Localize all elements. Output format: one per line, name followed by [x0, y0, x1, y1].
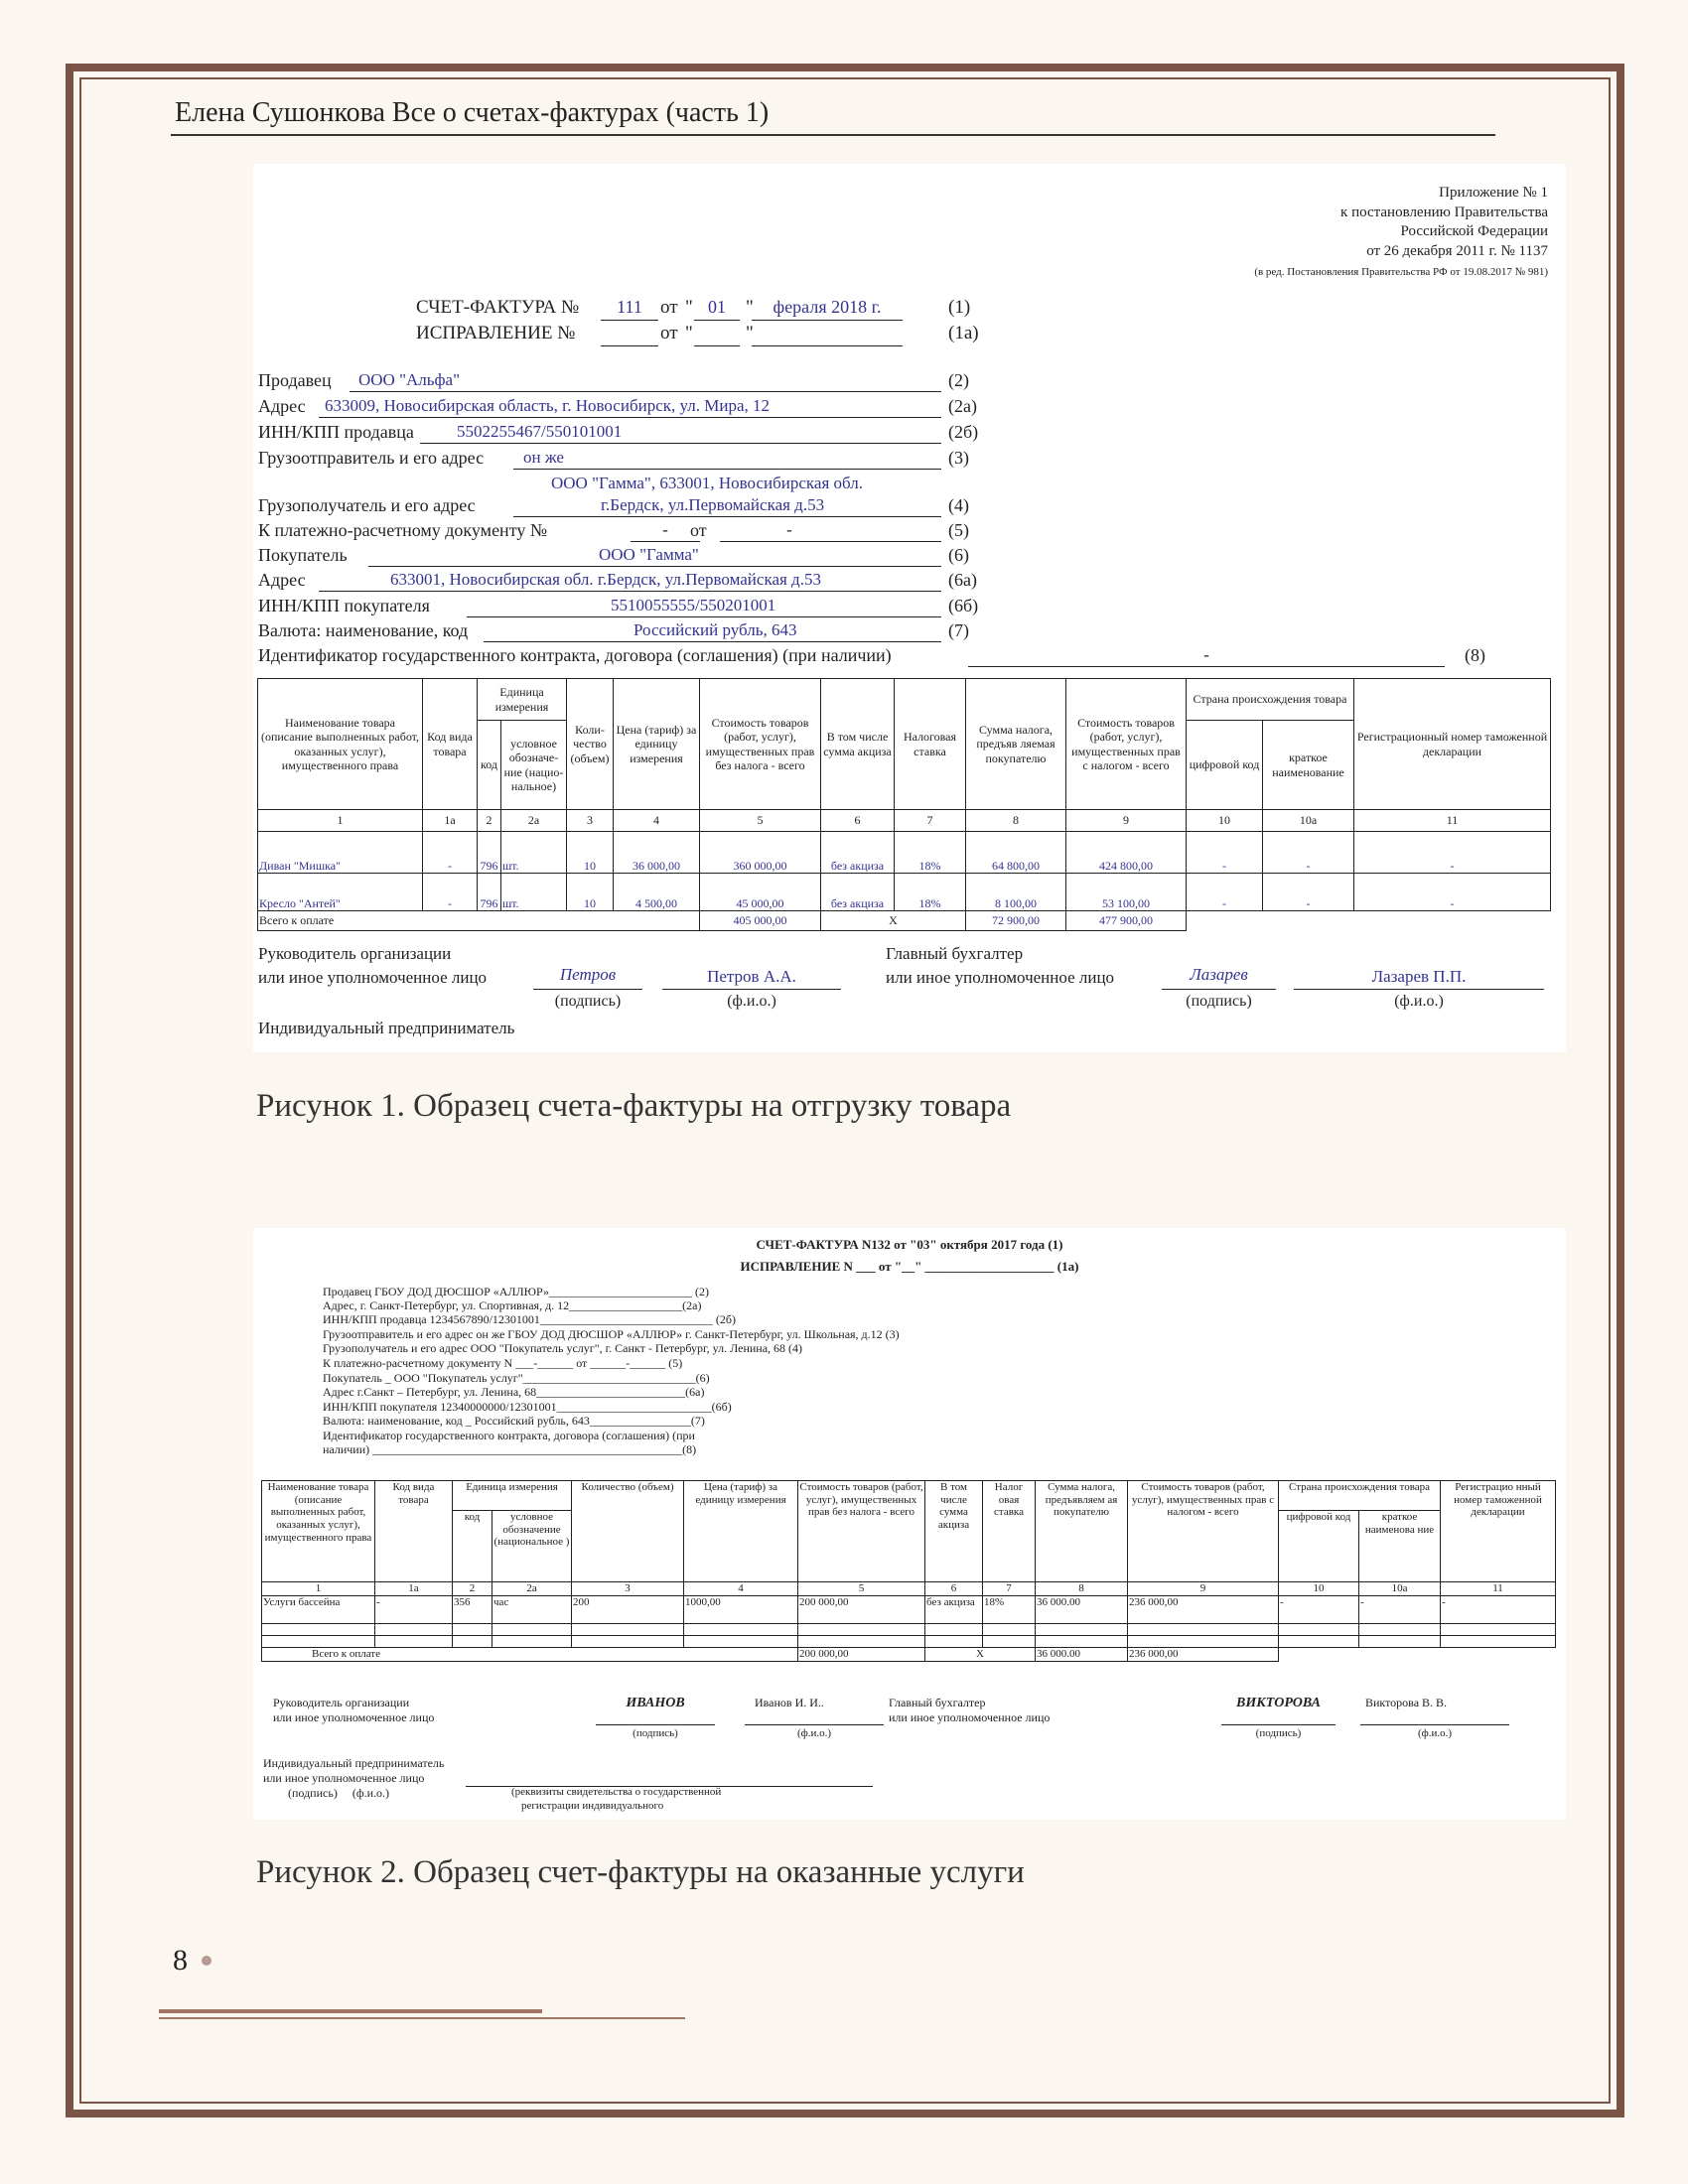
- quote-open: ": [685, 297, 693, 318]
- footer-rule-thin: [159, 2017, 685, 2019]
- seller-address-label: Адрес: [258, 396, 306, 416]
- correction-quote-close: ": [746, 323, 754, 343]
- fig2-accountant-label-1: Главный бухгалтер: [889, 1696, 986, 1709]
- col-num: 1: [262, 1582, 375, 1596]
- col-num: 6: [821, 810, 895, 832]
- cell: -: [375, 1596, 453, 1624]
- appendix-line-3: Российской Федерации: [1400, 223, 1548, 239]
- fig2-ip-label-2: или иное уполномоченное лицо: [263, 1771, 425, 1785]
- invoice-number: 111: [617, 297, 642, 317]
- col-num: 8: [1036, 1582, 1128, 1596]
- consignee-label: Грузополучатель и его адрес: [258, 495, 476, 515]
- consignee-value-1: ООО "Гамма", 633001, Новосибирская обл.: [551, 474, 863, 492]
- buyer-inn-value: 5510055555/550201001: [611, 596, 776, 614]
- fig2-seller: Продавец ГБОУ ДОД ДЮСШОР «АЛЛЮР»________________________ (2): [323, 1285, 709, 1298]
- payment-doc-number: -: [662, 520, 668, 539]
- ip-label: Индивидуальный предприниматель: [258, 1019, 515, 1037]
- fig2-requisites-2: регистрации индивидуального: [521, 1800, 664, 1812]
- col-num: 7: [895, 810, 966, 832]
- fig2-accountant-label-2: или иное уполномоченное лицо: [889, 1710, 1051, 1724]
- cell: -: [1441, 1596, 1556, 1624]
- th2-unit-name: условное обозначение (национальное ): [492, 1511, 572, 1582]
- head-name-caption: (ф.и.о.): [727, 993, 776, 1010]
- th-country: Страна происхождения товара: [1187, 679, 1354, 721]
- th-price: Цена (тариф) за единицу измерения: [614, 679, 700, 810]
- col-num: 11: [1441, 1582, 1556, 1596]
- th2-excise: В том числе сумма акциза: [925, 1481, 983, 1582]
- cell: 796: [478, 874, 501, 911]
- th2-kind: Код вида товара: [375, 1481, 453, 1582]
- services-table: [261, 1480, 1556, 1662]
- invoice-label: СЧЕТ-ФАКТУРА №: [416, 297, 580, 318]
- th-kind: Код вида товара: [423, 679, 478, 810]
- total-cost: 200 000,00: [798, 1648, 925, 1662]
- cell: 10: [567, 874, 614, 911]
- cell: -: [1187, 874, 1263, 911]
- cell: 18%: [895, 832, 966, 874]
- col-num: 10: [1187, 810, 1263, 832]
- cell: -: [1354, 874, 1551, 911]
- running-header: Елена Сушонкова Все о счетах-фактурах (часть 1): [175, 97, 770, 128]
- seller-inn-code: (2б): [948, 422, 979, 442]
- total-sum: 236 000,00: [1128, 1648, 1279, 1662]
- cell: 64 800,00: [966, 832, 1066, 874]
- col-num: 1а: [423, 810, 478, 832]
- cell: 424 800,00: [1066, 832, 1187, 874]
- buyer-inn-code: (6б): [948, 596, 979, 615]
- col-num: 2: [453, 1582, 492, 1596]
- figure-2-caption: Рисунок 2. Образец счет-фактуры на оказанные услуги: [256, 1854, 1025, 1890]
- cell: -: [1263, 832, 1354, 874]
- th2-rate: Налог овая ставка: [983, 1481, 1036, 1582]
- fig2-payment-doc: К платежно-расчетному документу N ___-______ от ______-______ (5): [323, 1356, 683, 1370]
- fig2-buyer-inn: ИНН/КПП покупателя 12340000000/12301001__________________________(6б): [323, 1400, 732, 1414]
- total-tax: 72 900,00: [966, 911, 1066, 931]
- buyer-value: ООО "Гамма": [599, 545, 699, 564]
- buyer-address-code: (6а): [948, 570, 977, 590]
- col-num: 1а: [375, 1582, 453, 1596]
- cell: 360 000,00: [700, 832, 821, 874]
- figure-1-caption: Рисунок 1. Образец счета-фактуры на отгрузку товара: [256, 1088, 1012, 1124]
- contract-id-code: (8): [1465, 645, 1485, 665]
- cell: -: [1263, 874, 1354, 911]
- correction-quote-open: ": [685, 323, 693, 343]
- total-x: X: [821, 911, 966, 931]
- cell: шт.: [501, 832, 567, 874]
- cell: 45 000,00: [700, 874, 821, 911]
- th-name: Наименование товара (описание выполненных работ, оказанных услуг), имущественного права: [258, 679, 423, 810]
- footer-rule-thick: [159, 2009, 542, 2013]
- head-name: Петров А.А.: [707, 967, 796, 986]
- seller-code: (2): [948, 370, 969, 390]
- payment-doc-code: (5): [948, 520, 969, 540]
- fig2-ip-captions: (подпись) (ф.и.о.): [288, 1786, 390, 1800]
- cell: -: [1187, 832, 1263, 874]
- th-qty: Коли-чество (объем): [567, 679, 614, 810]
- fig2-head-signature: ИВАНОВ: [626, 1696, 685, 1710]
- table-row: [262, 1596, 1556, 1624]
- th2-country-code: цифровой код: [1279, 1511, 1359, 1582]
- col-num: 10а: [1263, 810, 1354, 832]
- cell: 18%: [895, 874, 966, 911]
- figure-2-services-invoice: [253, 1228, 1566, 1820]
- col-num: 4: [684, 1582, 798, 1596]
- th2-qty: Количество (объем): [572, 1481, 684, 1582]
- consignee-code: (4): [948, 495, 969, 515]
- cell: 8 100,00: [966, 874, 1066, 911]
- th2-country: Страна происхождения товара: [1279, 1481, 1441, 1511]
- currency-label: Валюта: наименование, код: [258, 620, 469, 640]
- fig2-contract-1: Идентификатор государственного контракта, договора (соглашения) (при: [323, 1429, 695, 1442]
- fig2-head-name-caption: (ф.и.о.): [796, 1727, 832, 1739]
- fig2-buyer-address: Адрес г.Санкт – Петербург, ул. Ленина, 68_________________________(6а): [323, 1385, 705, 1399]
- currency-code: (7): [948, 620, 969, 640]
- accountant-label-1: Главный бухгалтер: [886, 944, 1024, 963]
- fig2-shipper: Грузоотправитель и его адрес он же ГБОУ ДОД ДЮСШОР «АЛЛЮР» г. Санкт-Петербург, ул. Школьная, д.12 (3): [323, 1327, 900, 1341]
- accountant-label-2: или иное уполномоченное лицо: [886, 968, 1115, 987]
- invoice-day: 01: [708, 297, 726, 317]
- shipper-label: Грузоотправитель и его адрес: [258, 448, 485, 468]
- quote-close: ": [746, 297, 754, 318]
- col-num: 3: [567, 810, 614, 832]
- col-num: 2: [478, 810, 501, 832]
- cell: -: [1359, 1596, 1441, 1624]
- total-tax: 36 000.00: [1036, 1648, 1128, 1662]
- col-num: 11: [1354, 810, 1551, 832]
- th-country-name: краткое наименование: [1263, 721, 1354, 810]
- invoice-month-year: фераля 2018 г.: [773, 297, 882, 317]
- seller-inn-value: 5502255467/550101001: [457, 422, 623, 441]
- correction-from: от: [660, 323, 678, 343]
- total-x: X: [925, 1648, 1036, 1662]
- seller-inn-label: ИНН/КПП продавца: [258, 422, 414, 442]
- buyer-address-label: Адрес: [258, 570, 306, 590]
- cell-name: Услуги бассейна: [262, 1596, 375, 1624]
- payment-doc-date: -: [786, 520, 792, 539]
- col-num: 10а: [1359, 1582, 1441, 1596]
- appendix-line-4: от 26 декабря 2011 г. № 1137: [1366, 243, 1548, 259]
- buyer-code: (6): [948, 545, 969, 565]
- accountant-signature: Лазарев: [1190, 965, 1248, 984]
- cell: -: [1354, 832, 1551, 874]
- th2-unit: Единица измерения: [453, 1481, 572, 1511]
- th2-declaration: Регистрацио нный номер таможенной декларации: [1441, 1481, 1556, 1582]
- col-num: 3: [572, 1582, 684, 1596]
- cell: -: [423, 874, 478, 911]
- th-rate: Налоговая ставка: [895, 679, 966, 810]
- total-sum: 477 900,00: [1066, 911, 1187, 931]
- empty-row: [262, 1636, 1556, 1648]
- th2-total: Стоимость товаров (работ, услуг), имущественных прав с налогом - всего: [1128, 1481, 1279, 1582]
- th-unit: Единица измерения: [478, 679, 567, 721]
- accountant-name-caption: (ф.и.о.): [1394, 993, 1444, 1010]
- cell: без акциза: [821, 832, 895, 874]
- buyer-address-value: 633001, Новосибирская обл. г.Бердск, ул.Первомайская д.53: [390, 570, 821, 589]
- col-num: 9: [1128, 1582, 1279, 1596]
- fig2-correction: ИСПРАВЛЕНИЕ N ___ от "__" ____________________ (1а): [740, 1259, 1079, 1274]
- contract-id-label: Идентификатор государственного контракта, договора (соглашения) (при наличии): [258, 645, 892, 665]
- th-cost: Стоимость товаров (работ, услуг), имущественных прав без налога - всего: [700, 679, 821, 810]
- currency-value: Российский рубль, 643: [633, 620, 797, 639]
- cell: -: [1279, 1596, 1359, 1624]
- shipper-code: (3): [948, 448, 969, 468]
- fig2-currency: Валюта: наименование, код _ Российский рубль, 643_________________(7): [323, 1414, 705, 1428]
- contract-id-value: -: [1203, 645, 1209, 664]
- th-tax: Сумма налога, предъяв ляемая покупателю: [966, 679, 1066, 810]
- fig2-consignee: Грузополучатель и его адрес ООО "Покупатель услуг", г. Санкт - Петербург, ул. Ленина, 68 (4): [323, 1341, 803, 1355]
- table-row: [258, 874, 1551, 911]
- column-numbers-row: [262, 1582, 1556, 1596]
- cell: 200 000,00: [798, 1596, 925, 1624]
- col-num: 1: [258, 810, 423, 832]
- fig2-accountant-sign-caption: (подпись): [1255, 1727, 1302, 1739]
- consignee-value-2: г.Бердск, ул.Первомайская д.53: [601, 495, 825, 514]
- cell: 53 100,00: [1066, 874, 1187, 911]
- fig2-accountant-signature: ВИКТОРОВА: [1235, 1696, 1321, 1710]
- seller-value: ООО "Альфа": [358, 370, 461, 389]
- fig2-requisites-1: (реквизиты свидетельства о государственной: [511, 1786, 722, 1798]
- fig2-accountant-name: Викторова В. В.: [1365, 1696, 1448, 1709]
- fig2-buyer: Покупатель _ ООО "Покупатель услуг"_____________________________(6): [323, 1371, 710, 1385]
- fig2-ip-label-1: Индивидуальный предприниматель: [263, 1756, 445, 1770]
- cell: час: [492, 1596, 572, 1624]
- col-num: 2а: [501, 810, 567, 832]
- head-signature: Петров: [559, 965, 617, 984]
- cell: 4 500,00: [614, 874, 700, 911]
- cell: 10: [567, 832, 614, 874]
- fig2-contract-2: наличии) ____________________________________________________(8): [323, 1442, 697, 1456]
- cell: шт.: [501, 874, 567, 911]
- head-label-2: или иное уполномоченное лицо: [258, 968, 488, 987]
- col-num: 7: [983, 1582, 1036, 1596]
- empty-row: [262, 1624, 1556, 1636]
- th2-unit-code: код: [453, 1511, 492, 1582]
- fig2-seller-address: Адрес, г. Санкт-Петербург, ул. Спортивная, д. 12___________________(2а): [323, 1298, 702, 1312]
- column-numbers-row: [258, 810, 1551, 832]
- payment-doc-from: от: [690, 520, 707, 540]
- header-rule: [171, 134, 1495, 136]
- head-sign-caption: (подпись): [554, 993, 622, 1010]
- th2-name: Наименование товара (описание выполненных работ, оказанных услуг), имущественного права: [262, 1481, 375, 1582]
- th2-tax: Сумма налога, предъявляем ая покупателю: [1036, 1481, 1128, 1582]
- th-unit-code: код: [478, 721, 501, 810]
- accountant-name: Лазарев П.П.: [1371, 967, 1467, 986]
- fig2-head-sign-caption: (подпись): [633, 1727, 678, 1739]
- col-num: 6: [925, 1582, 983, 1596]
- cell: 1000,00: [684, 1596, 798, 1624]
- fig2-accountant-name-caption: (ф.и.о.): [1417, 1727, 1453, 1739]
- col-num: 5: [798, 1582, 925, 1596]
- col-num: 10: [1279, 1582, 1359, 1596]
- fig2-head-name: Иванов И. И..: [755, 1696, 824, 1709]
- cell: 356: [453, 1596, 492, 1624]
- th-country-code: цифровой код: [1187, 721, 1263, 810]
- total-cost: 405 000,00: [700, 911, 821, 931]
- total-row: [258, 911, 1551, 931]
- invoice-from: от: [660, 297, 678, 318]
- cell-name: Кресло "Антей": [258, 874, 423, 911]
- col-num: 2а: [492, 1582, 572, 1596]
- col-num: 5: [700, 810, 821, 832]
- page-dot: [202, 1956, 211, 1966]
- th-excise: В том числе сумма акциза: [821, 679, 895, 810]
- fig2-head-label-1: Руководитель организации: [273, 1696, 410, 1709]
- th-unit-name: условное обозначе-ние (нацио-нальное): [501, 721, 567, 810]
- seller-address-value: 633009, Новосибирская область, г. Новосибирск, ул. Мира, 12: [325, 396, 771, 415]
- goods-table: [257, 678, 1551, 931]
- shipper-value: он же: [523, 448, 564, 467]
- buyer-inn-label: ИНН/КПП покупателя: [258, 596, 430, 615]
- accountant-sign-caption: (подпись): [1186, 993, 1252, 1010]
- col-num: 4: [614, 810, 700, 832]
- th-total: Стоимость товаров (работ, услуг), имущественных прав с налогом - всего: [1066, 679, 1187, 810]
- payment-doc-label: К платежно-расчетному документу №: [258, 520, 547, 540]
- th-declaration: Регистрационный номер таможенной декларации: [1354, 679, 1551, 810]
- code-1: (1): [948, 297, 971, 318]
- cell: 796: [478, 832, 501, 874]
- fig2-head-label-2: или иное уполномоченное лицо: [273, 1710, 435, 1724]
- fig2-title: СЧЕТ-ФАКТУРА N132 от "03" октября 2017 года (1): [756, 1237, 1063, 1252]
- cell: без акциза: [821, 874, 895, 911]
- correction-label: ИСПРАВЛЕНИЕ №: [416, 323, 576, 343]
- th2-country-name: краткое наименова ние: [1359, 1511, 1441, 1582]
- cell: -: [423, 832, 478, 874]
- cell: 36 000.00: [1036, 1596, 1128, 1624]
- col-num: 8: [966, 810, 1066, 832]
- total-label: Всего к оплате: [262, 1648, 798, 1662]
- cell: 200: [572, 1596, 684, 1624]
- table-row: [258, 832, 1551, 874]
- cell: без акциза: [925, 1596, 983, 1624]
- code-1a: (1а): [948, 323, 979, 343]
- figure-1-goods-invoice: [253, 164, 1566, 1052]
- total-label: Всего к оплате: [258, 911, 700, 931]
- appendix-line-5: (в ред. Постановления Правительства РФ от 19.08.2017 № 981): [1254, 266, 1548, 278]
- cell: 236 000,00: [1128, 1596, 1279, 1624]
- head-label-1: Руководитель организации: [258, 944, 452, 963]
- total-row: [262, 1648, 1556, 1662]
- appendix-line-1: Приложение № 1: [1439, 185, 1548, 201]
- fig2-seller-inn: ИНН/КПП продавца 1234567890/12301001_____________________________ (2б): [323, 1312, 737, 1326]
- seller-label: Продавец: [258, 370, 332, 390]
- th2-price: Цена (тариф) за единицу измерения: [684, 1481, 798, 1582]
- page-number: 8: [173, 1944, 188, 1977]
- cell: 18%: [983, 1596, 1036, 1624]
- th2-cost: Стоимость товаров (работ, услуг), имущественных прав без налога - всего: [798, 1481, 925, 1582]
- buyer-label: Покупатель: [258, 545, 348, 565]
- appendix-line-2: к постановлению Правительства: [1340, 205, 1548, 220]
- cell-name: Диван "Мишка": [258, 832, 423, 874]
- cell: 36 000,00: [614, 832, 700, 874]
- seller-address-code: (2а): [948, 396, 977, 416]
- col-num: 9: [1066, 810, 1187, 832]
